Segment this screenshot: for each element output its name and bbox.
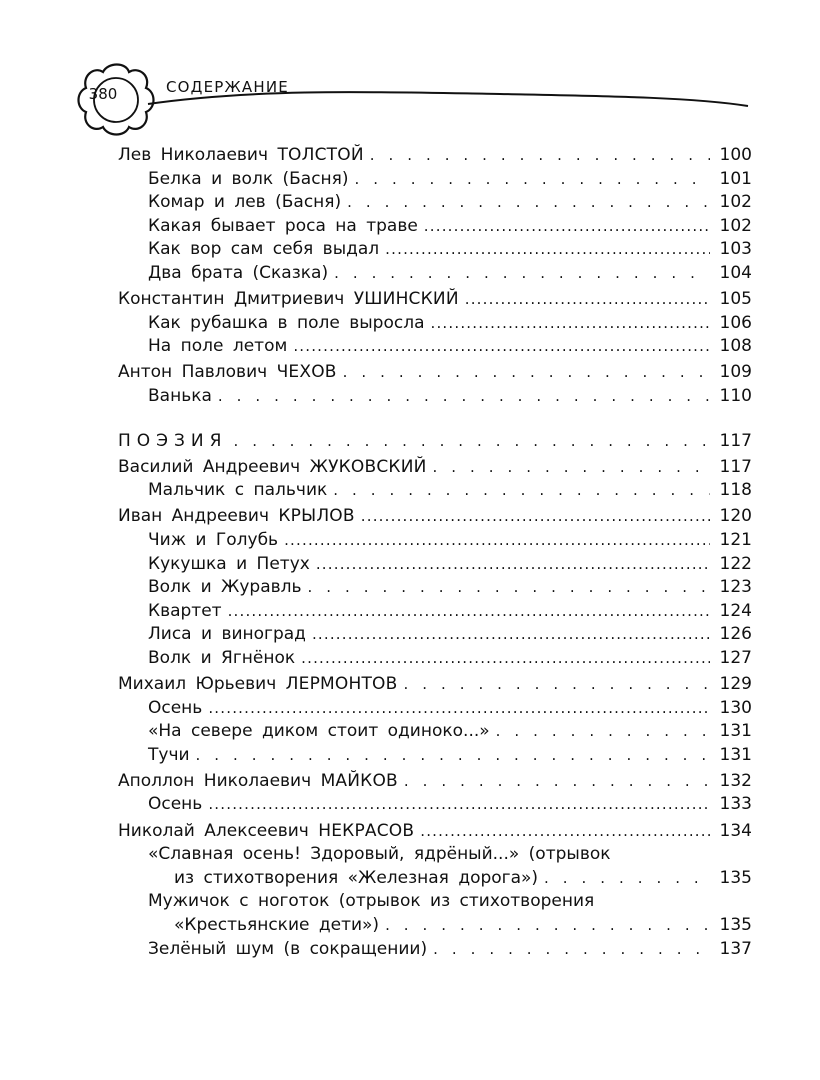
entry-title: ПОЭЗИЯ [118, 430, 228, 451]
dot-leader [433, 938, 710, 962]
toc-work-entry[interactable] [118, 168, 752, 192]
entry-title: Николай Алексеевич НЕКРАСОВ [118, 820, 415, 841]
entry-title: Волк и Журавль [148, 577, 302, 598]
toc-work-entry[interactable] [118, 262, 752, 286]
entry-title: Мальчик с пальчик [148, 480, 328, 501]
dot-leader [385, 914, 710, 938]
entry-page: 130 [719, 697, 752, 718]
entry-page: 126 [719, 624, 752, 645]
toc-work-entry[interactable] [118, 335, 752, 359]
entry-title: Чиж и Голубь [148, 529, 279, 550]
toc-work-entry[interactable] [118, 697, 752, 721]
toc-author-entry[interactable] [118, 288, 752, 312]
dot-leader [316, 553, 710, 577]
entry-title: Волк и Ягнёнок [148, 647, 296, 668]
dot-leader [312, 623, 710, 647]
entry-title: Аполлон Николаевич МАЙКОВ [118, 770, 398, 791]
entry-title-line2: из стихотворения «Железная дорога») [174, 867, 539, 888]
toc-section-entry[interactable] [118, 430, 752, 454]
toc-work-entry[interactable] [118, 529, 752, 553]
entry-title: Комар и лев (Басня) [148, 192, 342, 213]
dot-leader [208, 697, 710, 721]
entry-page: 122 [719, 553, 752, 574]
entry-page: 104 [719, 262, 752, 283]
toc-author-entry[interactable] [118, 820, 752, 844]
toc-work-entry[interactable] [118, 191, 752, 215]
entry-title: Лев Николаевич ТОЛСТОЙ [118, 145, 364, 165]
page-header [0, 0, 820, 140]
entry-page: 109 [719, 362, 752, 383]
dot-leader [385, 238, 710, 262]
entry-title: Зелёный шум (в сокращении) [148, 938, 428, 959]
toc-work-entry[interactable] [118, 312, 752, 336]
entry-page: 117 [719, 430, 752, 451]
entry-title: Василий Андреевич ЖУКОВСКИЙ [118, 456, 427, 477]
dot-leader [361, 505, 710, 529]
entry-title: Михаил Юрьевич ЛЕРМОНТОВ [118, 673, 398, 694]
dot-leader [370, 144, 710, 168]
entry-title: Лиса и виноград [148, 624, 306, 645]
toc-work-entry-line1[interactable] [118, 890, 752, 914]
entry-page: 108 [719, 336, 752, 357]
dot-leader [347, 191, 710, 215]
entry-title: Как вор сам себя выдал [148, 239, 380, 260]
entry-page: 123 [719, 577, 752, 598]
section-title: СОДЕРЖАНИЕ [166, 78, 289, 96]
toc-work-entry-line2[interactable] [118, 867, 752, 891]
entry-page: 118 [719, 480, 752, 501]
entry-title: Осень [148, 697, 203, 718]
dot-leader [433, 456, 710, 480]
dot-leader [404, 673, 711, 697]
toc-work-entry[interactable] [118, 385, 752, 409]
toc-work-entry[interactable] [118, 600, 752, 624]
toc-work-entry[interactable] [118, 553, 752, 577]
entry-page: 129 [719, 673, 752, 694]
entry-page: 101 [719, 168, 752, 189]
entry-page: 102 [719, 192, 752, 213]
entry-page: 131 [719, 721, 752, 742]
toc-author-entry[interactable] [118, 456, 752, 480]
entry-title: «На севере диком стоит одиноко...» [148, 721, 490, 742]
toc-work-entry[interactable] [118, 720, 752, 744]
entry-page: 102 [719, 215, 752, 236]
entry-page: 134 [719, 820, 752, 841]
entry-page: 121 [719, 529, 752, 550]
toc-work-entry[interactable] [118, 744, 752, 768]
dot-leader [208, 793, 710, 817]
entry-title-line1: «Славная осень! Здоровый, ядрёный...» (отрывок [148, 844, 611, 865]
dot-leader [465, 288, 710, 312]
entry-page: 105 [719, 289, 752, 310]
dot-leader [496, 720, 710, 744]
entry-title-line2: «Крестьянские дети») [174, 914, 380, 935]
entry-page: 117 [719, 456, 752, 477]
dot-leader [424, 215, 710, 239]
toc-work-entry[interactable] [118, 623, 752, 647]
toc-author-entry[interactable] [118, 505, 752, 529]
toc-work-entry[interactable] [118, 938, 752, 962]
entry-page: 135 [719, 914, 752, 935]
dot-leader [333, 479, 710, 503]
dot-leader [544, 867, 710, 891]
dot-leader [343, 361, 710, 385]
toc-work-entry-line1[interactable] [118, 843, 752, 867]
entry-page: 103 [719, 239, 752, 260]
entry-page: 135 [719, 867, 752, 888]
dot-leader [284, 529, 710, 553]
dot-leader [293, 335, 710, 359]
entry-page: 127 [719, 647, 752, 668]
entry-title: Какая бывает роса на траве [148, 215, 418, 236]
entry-page: 137 [719, 938, 752, 959]
entry-page: 110 [719, 385, 752, 406]
entry-title: Константин Дмитриевич УШИНСКИЙ [118, 289, 459, 310]
entry-title: Иван Андреевич КРЫЛОВ [118, 506, 355, 527]
entry-title-line1: Мужичок с ноготок (отрывок из стихотворения [148, 891, 595, 912]
toc-work-entry[interactable] [118, 793, 752, 817]
entry-page: 132 [719, 770, 752, 791]
toc-work-entry[interactable] [118, 215, 752, 239]
dot-leader [233, 430, 710, 454]
entry-page: 131 [719, 744, 752, 765]
entry-title: Ванька [148, 385, 212, 406]
entry-page: 100 [719, 145, 752, 165]
toc-work-entry[interactable] [118, 238, 752, 262]
entry-title: Два брата (Сказка) [148, 262, 329, 283]
toc-work-entry[interactable] [118, 479, 752, 503]
dot-leader [228, 600, 710, 624]
dot-leader [420, 820, 710, 844]
entry-page: 106 [719, 312, 752, 333]
dot-leader [196, 744, 710, 768]
entry-page: 133 [719, 794, 752, 815]
table-of-contents [118, 144, 752, 961]
header-decoration [0, 0, 820, 140]
dot-leader [431, 312, 711, 336]
entry-title: Тучи [148, 744, 190, 765]
entry-title: Осень [148, 794, 203, 815]
dot-leader [404, 770, 710, 794]
entry-title: Антон Павлович ЧЕХОВ [118, 362, 337, 383]
toc-work-entry[interactable] [118, 647, 752, 671]
toc-author-entry[interactable] [118, 361, 752, 385]
toc-author-entry[interactable] [118, 144, 752, 168]
toc-author-entry[interactable] [118, 673, 752, 697]
dot-leader [334, 262, 710, 286]
entry-page: 124 [719, 600, 752, 621]
dot-leader [355, 168, 710, 192]
page-number: 380 [88, 85, 118, 103]
toc-author-entry[interactable] [118, 770, 752, 794]
entry-page: 120 [719, 506, 752, 527]
toc-work-entry-line2[interactable] [118, 914, 752, 938]
dot-leader [301, 647, 710, 671]
dot-leader [218, 385, 710, 409]
entry-title: Как рубашка в поле выросла [148, 312, 425, 333]
entry-title: Кукушка и Петух [148, 553, 310, 574]
entry-title: Белка и волк (Басня) [148, 168, 349, 189]
toc-work-entry[interactable] [118, 576, 752, 600]
entry-title: На поле летом [148, 336, 288, 357]
entry-title: Квартет [148, 600, 222, 621]
dot-leader [308, 576, 710, 600]
